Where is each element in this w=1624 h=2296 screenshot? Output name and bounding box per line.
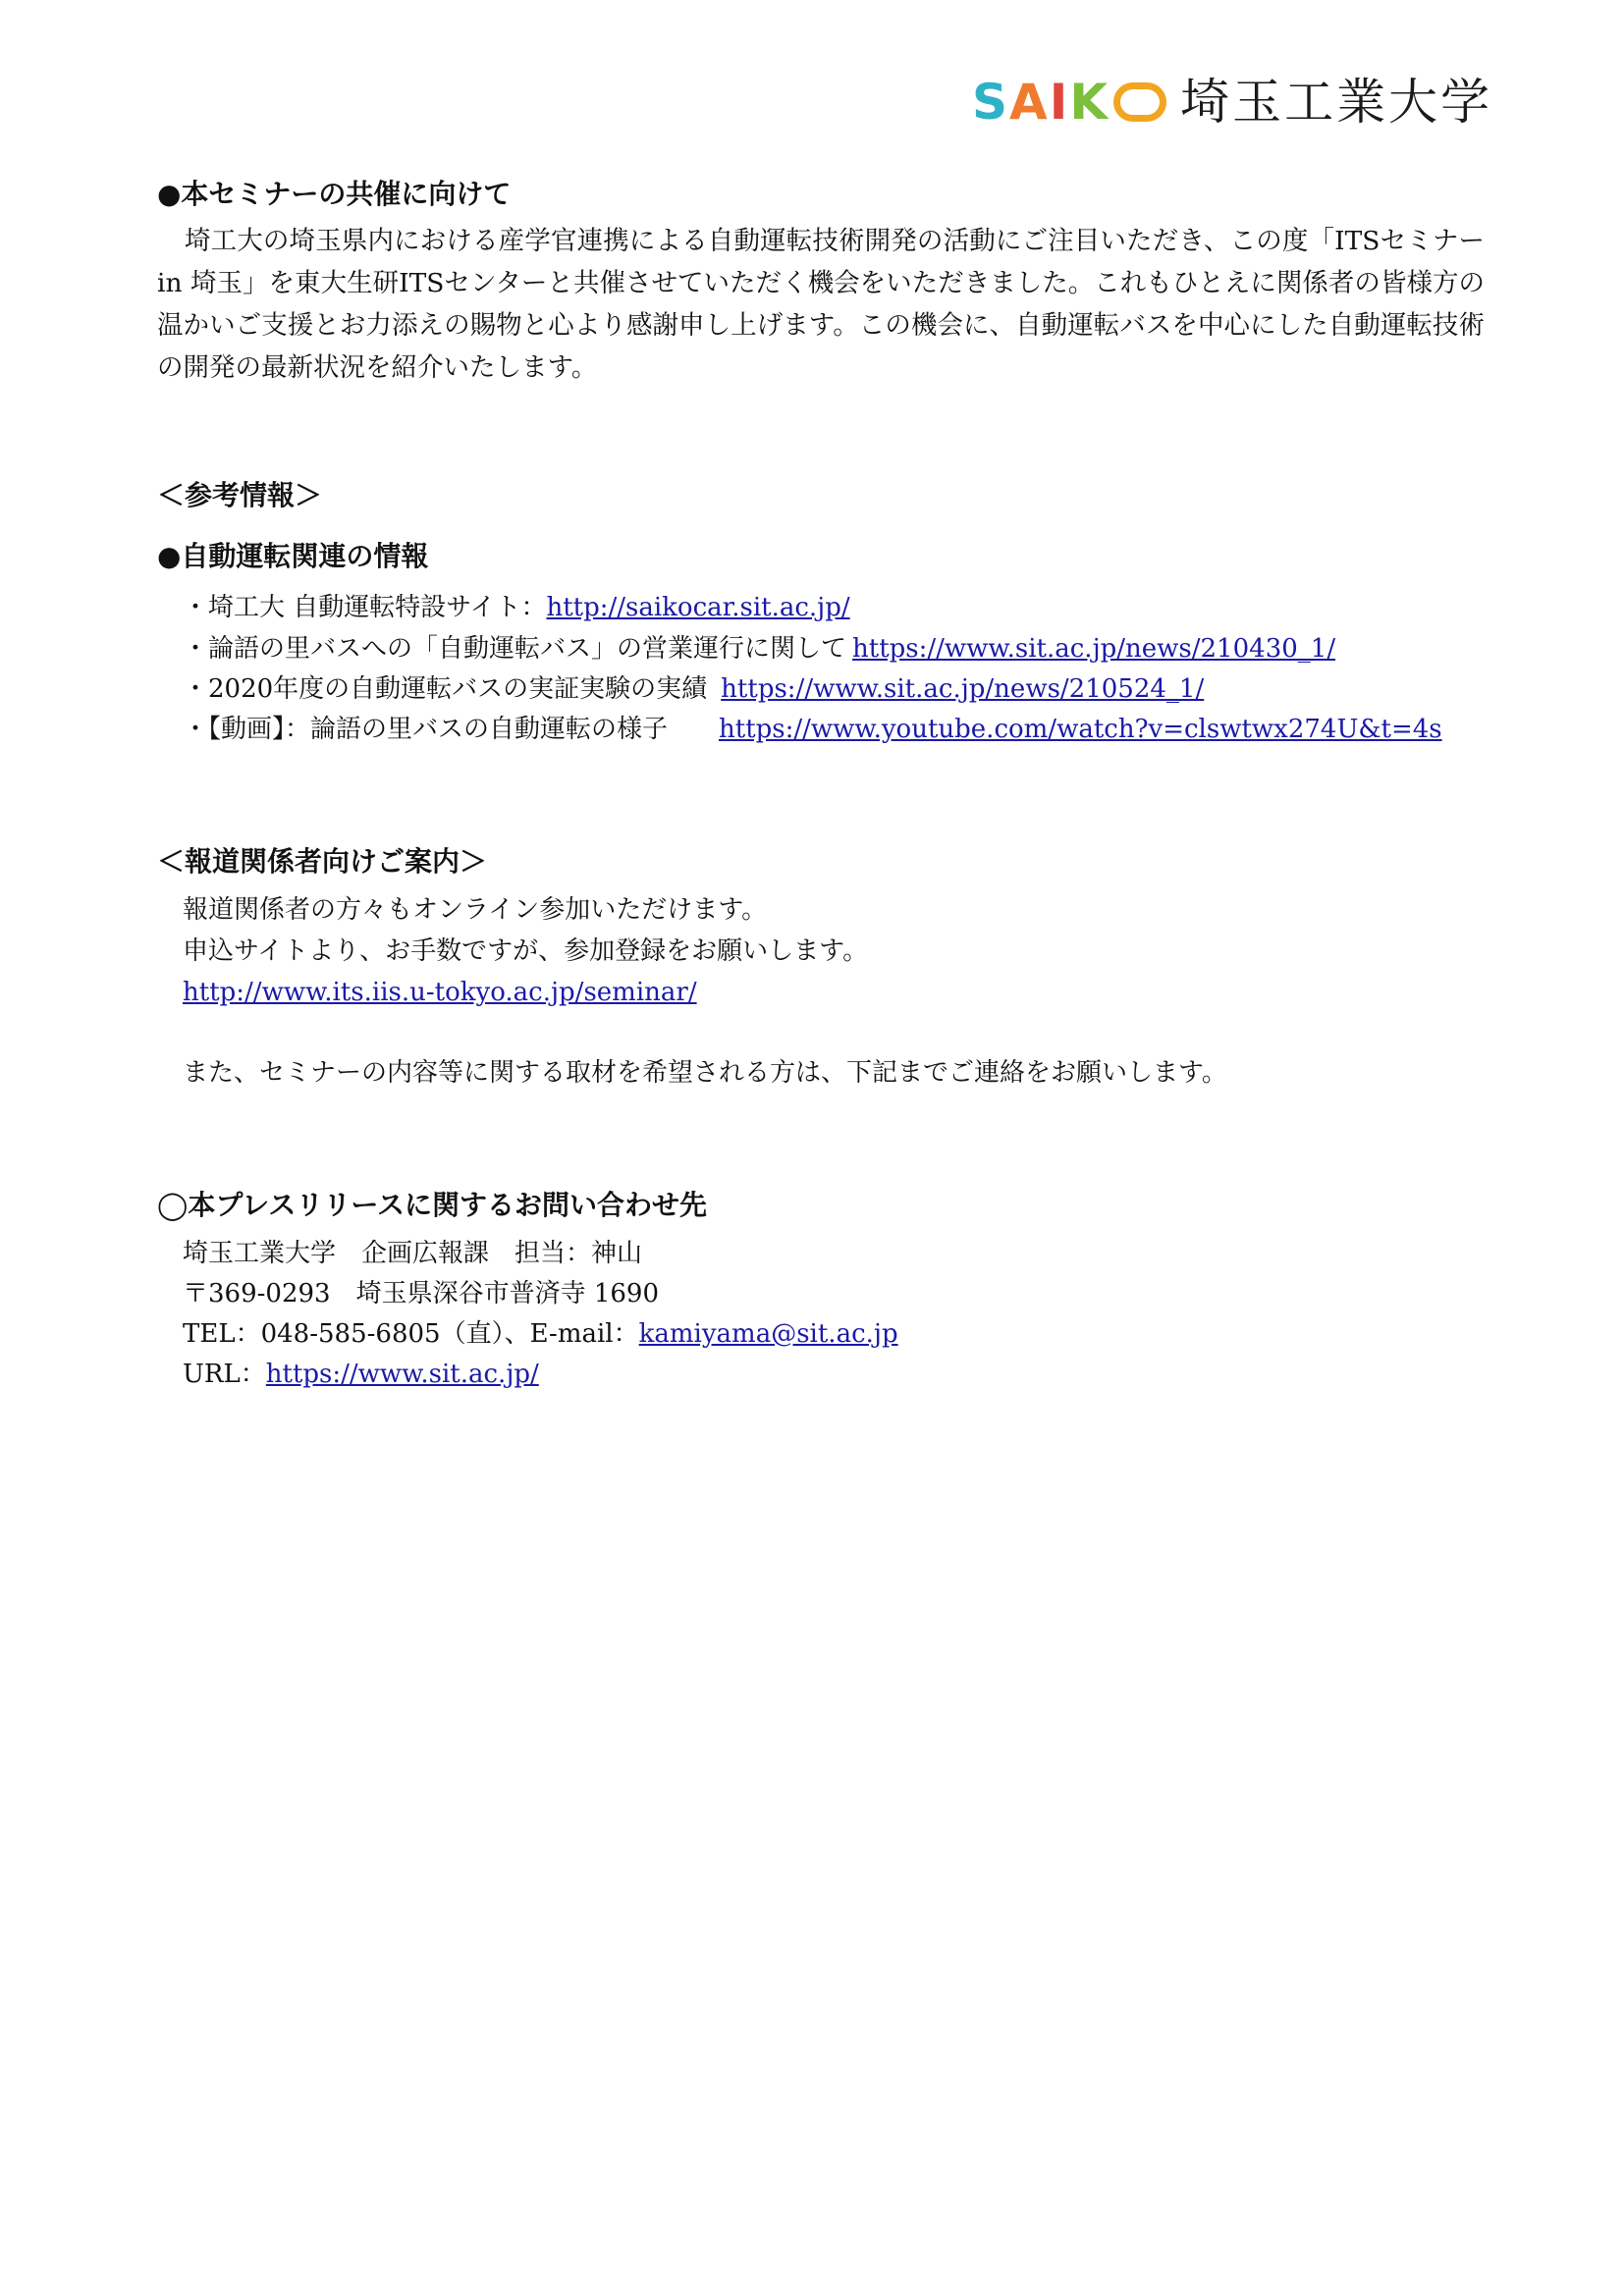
contact-address: 〒369-0293 埼玉県深谷市普済寺 1690 (183, 1279, 660, 1308)
press-line-1: 報道関係者の方々もオンライン参加いただけます。 (183, 895, 768, 925)
logo-university-name: 埼玉工業大学 (1180, 74, 1493, 131)
seminar-heading: ●本セミナーの共催に向けて (157, 178, 512, 210)
reference-item-label: ・【動画】：論語の里バスの自動運転の様子 (183, 715, 669, 744)
reference-item-label: ・論語の里バスへの「自動運転バス」の営業運行に関して (183, 634, 847, 664)
contact-url-line (183, 1362, 539, 1387)
press-line-2: 申込サイトより、お手数ですが、参加登録をお願いします。 (183, 936, 869, 966)
reference-item-link[interactable]: http://saikocar.sit.ac.jp/ (546, 593, 850, 622)
seminar-body: 埼工大の埼玉県内における産学官連携による自動運転技術開発の活動にご注目いただき、この度「ITSセミナー in 埼玉」を東大生研ITSセンターと共催させていただく機会をいただきました。これもひとえに関係者の皆様方の温かいご支援とお力添えの賜物と心より感謝申し上げます。この機会に、自動運転バスを中心にした自動運転技術の開発の最新状況を紹介いたします。 (157, 226, 1485, 383)
reference-item-label: ・埼工大 自動運転特設サイト： (183, 593, 547, 622)
reference-item (183, 595, 850, 620)
logo-latin-mark (972, 74, 1166, 131)
contact-tel: TEL：048-585-6805（直）、E-mail： (183, 1319, 639, 1349)
contact-email-link[interactable]: kamiyama@sit.ac.jp (638, 1319, 898, 1349)
logo-letter-i: I (1049, 74, 1070, 131)
logo-letter-k: K (1069, 74, 1110, 131)
press-line-3: また、セミナーの内容等に関する取材を希望される方は、下記までご連絡をお願いします。 (183, 1058, 1227, 1088)
logo-letter-s: S (972, 74, 1010, 131)
reference-item-link[interactable]: https://www.youtube.com/watch?v=clswtwx274U&t=4s (719, 715, 1442, 744)
press-section-title: ＜報道関係者向けご案内＞ (157, 845, 488, 878)
press-registration-link[interactable]: http://www.its.iis.u-tokyo.ac.jp/seminar/ (183, 978, 697, 1007)
reference-item (183, 717, 1442, 742)
reference-item-label: ・2020年度の自動運転バスの実証実験の実績 (183, 674, 708, 704)
contact-org: 埼玉工業大学 企画広報課 担当：神山 (183, 1239, 643, 1268)
reference-item (183, 636, 1335, 662)
contact-tel-email (183, 1321, 898, 1347)
contact-url-label: URL： (183, 1360, 266, 1389)
logo-letter-a: A (1009, 74, 1050, 131)
contact-heading: ◯本プレスリリースに関するお問い合わせ先 (157, 1189, 707, 1221)
logo-letter-o-ring (1113, 82, 1166, 122)
reference-item-link[interactable]: https://www.sit.ac.jp/news/210524_1/ (721, 674, 1205, 704)
reference-heading: ●自動運転関連の情報 (157, 540, 429, 572)
reference-section-title: ＜参考情報＞ (157, 479, 323, 511)
reference-item (183, 676, 1204, 702)
university-logo (972, 71, 1492, 133)
contact-url-link[interactable]: https://www.sit.ac.jp/ (265, 1360, 539, 1389)
reference-item-link[interactable]: https://www.sit.ac.jp/news/210430_1/ (852, 634, 1336, 664)
